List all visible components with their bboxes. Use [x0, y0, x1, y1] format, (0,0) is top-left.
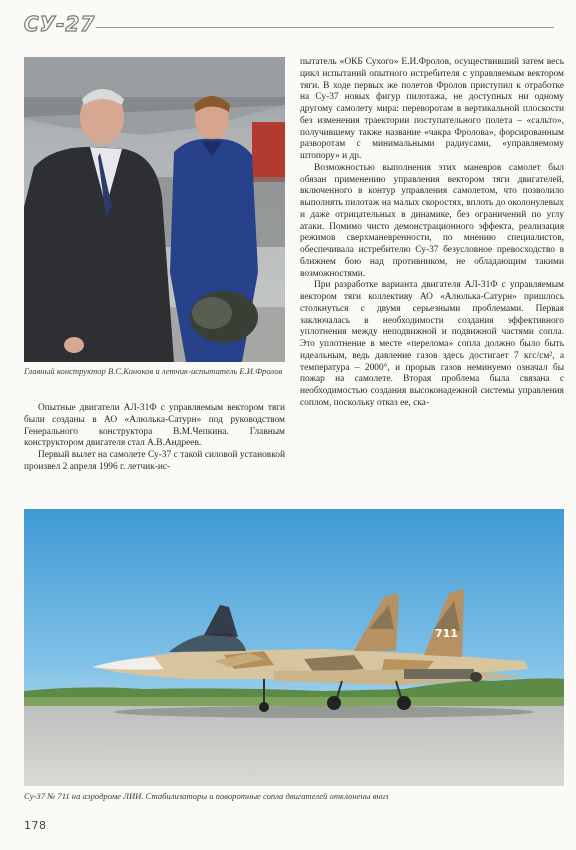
photo2-caption: Су-37 № 711 на аэродроме ЛИИ. Стабилизаторы и поворотные сопла двигателей отклонены вниз	[24, 791, 389, 801]
paragraph: Опытные двигатели АЛ-31Ф с управляемым вектором тяги были созданы в АО «Алюлька-Сатурн» под руководством Генерального конструктора В.М.Чепкина. Главным конструктором двигателя стал А.В.Андреев.	[24, 403, 285, 449]
header-rule	[96, 27, 554, 28]
paragraph: Первый вылет на самолете Су-37 с такой силовой установкой произвел 2 апреля 1996 г. летчик-ис-	[24, 450, 285, 472]
tail-number: 711	[435, 627, 458, 640]
header-logo: СУ-27	[24, 12, 96, 36]
paragraph: Возможностью выполнения этих маневров самолет был обязан применению управления вектором тяги двигателей, включенного в контур управления самолетом, что позволило выполнять пилотаж на малых скоростях, вплоть до околонулевых и даже отрицательных в динамике, без ограничений по углу атаки. Помимо чисто демонстрационного эффекта, реализация режимов сверхманевренности, по мнению специалистов, обеспечивала истребителю Су-37 безусловное превосходство в ближнем бою над противником, не обладающим такими возможностями.	[300, 162, 564, 279]
text-column-right	[300, 57, 564, 410]
photo-designer-and-pilot	[24, 57, 285, 362]
photo1-caption: Главный конструктор В.С.Коноков и летчик-испытатель Е.И.Фролов	[24, 366, 283, 376]
page-number: 178	[24, 819, 47, 832]
photo-illustration	[24, 57, 285, 362]
aircraft-illustration	[24, 509, 564, 786]
text-column-left	[24, 403, 285, 474]
photo-su37-aircraft	[24, 509, 564, 786]
paragraph: При разработке варианта двигателя АЛ-31Ф с управляемым вектором тяги коллективу АО «Алюлька-Сатурн» пришлось столкнуться с двумя серьезными проблемами. Первая заключалась в необходимости создания эффективного уплотнения между неподвижной и подвижной частями сопла. Это уплотнение в месте «перелома» сопла должно было быть идеальным, ведь давление газов здесь достигает 7 кгс/см², а температура – 2000°, и прорыв газов неминуемо означал бы пожар на самолете. Вторая проблема была связана с необходимостью создания высоконадежной системы управления соплом, поскольку отказ ее, ска-	[300, 280, 564, 408]
paragraph: пытатель «ОКБ Сухого» Е.И.Фролов, осуществивший затем весь цикл испытаний опытного истребителя с управляемым вектором тяги. В ходе первых же полетов Фролов приступил к отработке на Су-37 новых фигур пилотажа, не доступных ни одному другому самолету мира: переворотам в вертикальной плоскости без изменения траектории поступательного полета – «сальто», получившему также название «чакра Фролова», форсированным разворотам с минимальными радиусами, «управляемому штопору» и др.	[300, 57, 564, 161]
